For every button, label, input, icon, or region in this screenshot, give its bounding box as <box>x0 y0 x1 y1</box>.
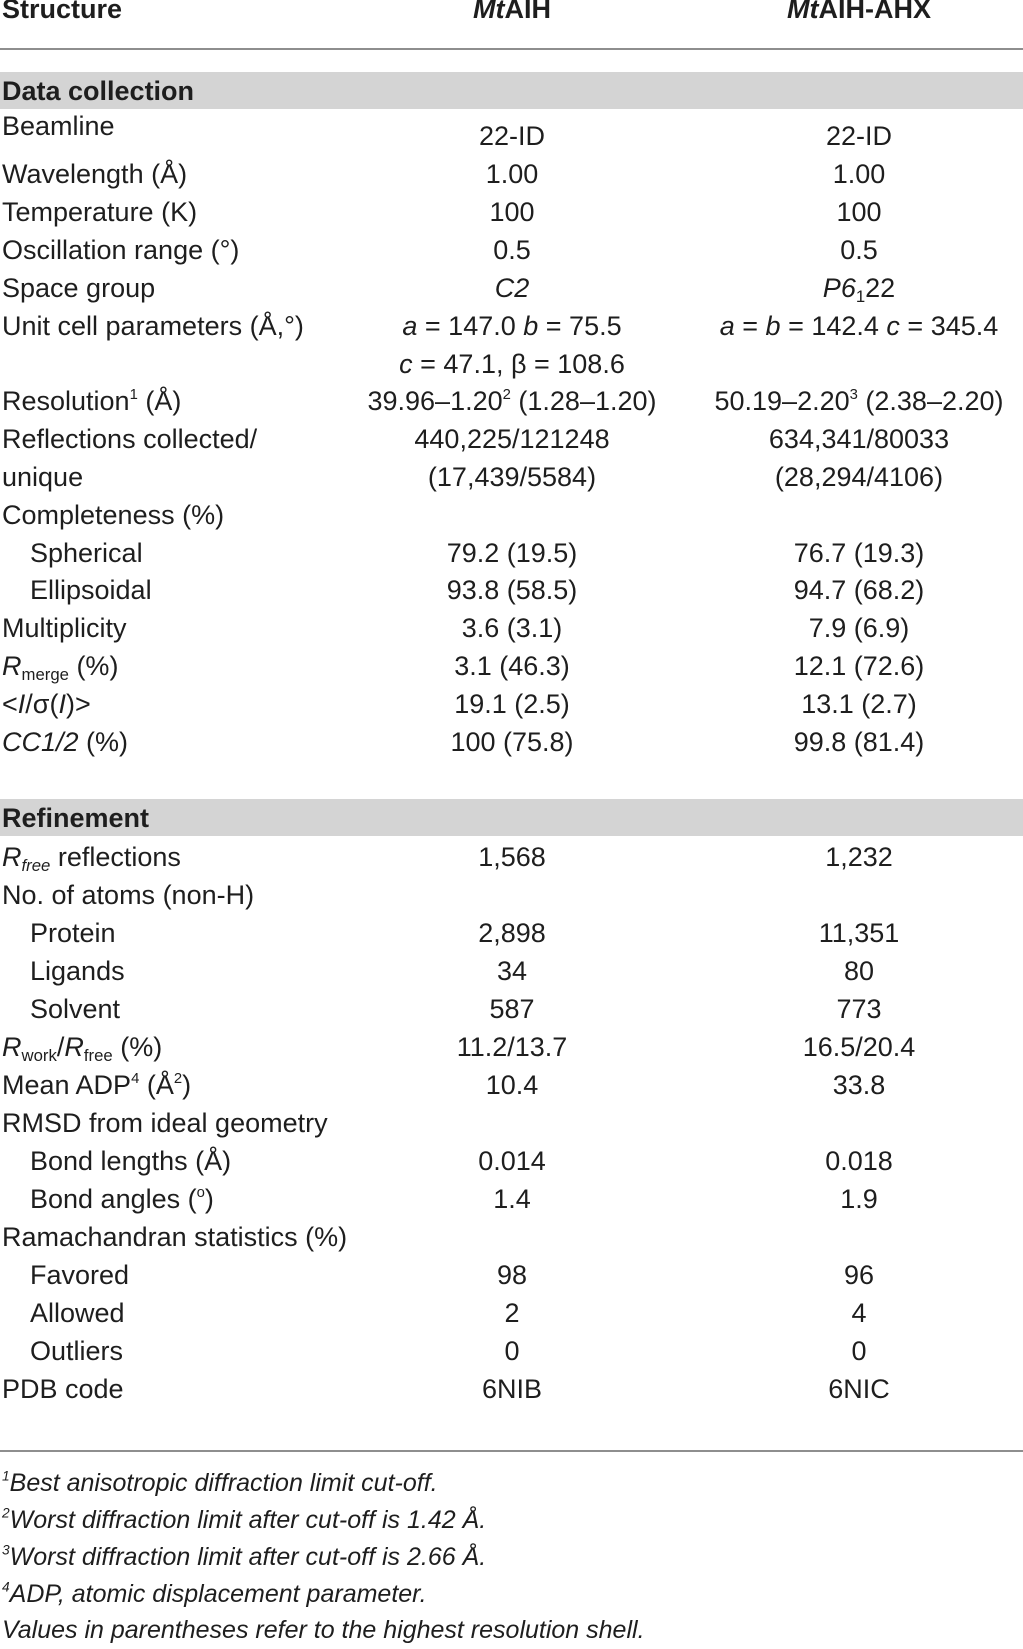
section-refinement <box>0 799 1023 836</box>
row-label-rmsd: RMSD from ideal geometry <box>2 1108 328 1138</box>
cell-reflections-mtaih-ahx-line1: 634,341/80033 <box>768 424 950 454</box>
cell-outliers-mtaih: 0 <box>504 1336 520 1366</box>
cell-allowed-mtaih: 2 <box>504 1298 520 1328</box>
row-label-num-atoms: No. of atoms (non-H) <box>2 880 255 910</box>
row-label-reflections-line2: unique <box>2 462 84 492</box>
cell-unit-cell-mtaih-line2: c = 47.1, β = 108.6 <box>399 349 625 379</box>
cell-favored-mtaih: 98 <box>496 1260 528 1290</box>
cell-spherical-mtaih: 79.2 (19.5) <box>446 538 578 568</box>
row-label-resolution: Resolution$^1$ (Å) <box>2 386 182 416</box>
cell-reflections-mtaih-line2: (17,439/5584) <box>427 462 597 492</box>
cell-multiplicity-mtaih: 3.6 (3.1) <box>461 613 563 643</box>
cell-space-group-mtaih: C2 <box>494 273 530 303</box>
cell-beamline-mtaih: 22-ID <box>478 121 546 151</box>
cell-i-sigma-mtaih-ahx: 13.1 (2.7) <box>801 689 917 719</box>
row-label-protein: Protein <box>30 918 116 948</box>
row-label-rwork-rfree: $R_{work}/R_{free}$ (%) <box>2 1032 163 1066</box>
cell-beamline-mtaih-ahx: 22-ID <box>825 121 893 151</box>
cell-outliers-mtaih-ahx: 0 <box>851 1336 867 1366</box>
cell-cc-half-mtaih-ahx: 99.8 (81.4) <box>793 727 925 757</box>
cell-favored-mtaih-ahx: 96 <box>843 1260 875 1290</box>
cell-pdb-mtaih: 6NIB <box>481 1374 543 1404</box>
row-label-rmerge: $R_{merge}$ (%) <box>2 651 119 685</box>
footnote-1: $^1$Best anisotropic diffraction limit cut-off. <box>2 1468 438 1497</box>
cell-oscillation-mtaih: 0.5 <box>493 235 531 265</box>
cell-ligands-mtaih-ahx: 80 <box>843 956 875 986</box>
row-label-reflections-line1: Reflections collected/ <box>2 424 258 454</box>
column-header-mtaih-ahx: MtAIH-AHX <box>787 0 931 24</box>
row-label-allowed: Allowed <box>30 1298 125 1328</box>
section-title: Refinement <box>2 803 150 833</box>
cell-ellipsoidal-mtaih: 93.8 (58.5) <box>446 575 578 605</box>
row-label-oscillation-range: Oscillation range (°) <box>2 235 240 265</box>
cell-space-group-mtaih-ahx: $P6_122$ <box>822 273 896 307</box>
cell-reflections-mtaih-ahx-line2: (28,294/4106) <box>774 462 944 492</box>
cell-wavelength-mtaih-ahx: 1.00 <box>832 159 886 189</box>
cell-solvent-mtaih-ahx: 773 <box>836 994 882 1024</box>
cell-rwork-rfree-mtaih-ahx: 16.5/20.4 <box>802 1032 916 1062</box>
section-title: Data collection <box>2 76 195 106</box>
cell-multiplicity-mtaih-ahx: 7.9 (6.9) <box>808 613 910 643</box>
row-label-pdb-code: PDB code <box>2 1374 124 1404</box>
cell-unit-cell-mtaih-line1: a = 147.0 b = 75.5 <box>402 311 622 341</box>
footnote-3: $^3$Worst diffraction limit after cut-off is 2.66 Å. <box>2 1542 487 1571</box>
cell-i-sigma-mtaih: 19.1 (2.5) <box>454 689 570 719</box>
footer-rule <box>0 1450 1023 1452</box>
cell-bond-angles-mtaih: 1.4 <box>493 1184 531 1214</box>
row-label-outliers: Outliers <box>30 1336 124 1366</box>
cell-rwork-rfree-mtaih: 11.2/13.7 <box>456 1032 568 1062</box>
cell-resolution-mtaih: 39.96–1.20$^2$ (1.28–1.20) <box>367 386 657 416</box>
cell-cc-half-mtaih: 100 (75.8) <box>450 727 574 757</box>
cell-wavelength-mtaih: 1.00 <box>485 159 539 189</box>
row-label-multiplicity: Multiplicity <box>2 613 127 643</box>
cell-spherical-mtaih-ahx: 76.7 (19.3) <box>793 538 925 568</box>
cell-temperature-mtaih-ahx: 100 <box>836 197 882 227</box>
cell-oscillation-mtaih-ahx: 0.5 <box>840 235 878 265</box>
cell-mean-adp-mtaih-ahx: 33.8 <box>832 1070 886 1100</box>
cell-ellipsoidal-mtaih-ahx: 94.7 (68.2) <box>793 575 925 605</box>
cell-allowed-mtaih-ahx: 4 <box>851 1298 867 1328</box>
cell-solvent-mtaih: 587 <box>489 994 535 1024</box>
row-label-temperature: Temperature (K) <box>2 197 198 227</box>
row-label-ramachandran: Ramachandran statistics (%) <box>2 1222 348 1252</box>
row-label-solvent: Solvent <box>30 994 121 1024</box>
cell-resolution-mtaih-ahx: 50.19–2.20$^3$ (2.38–2.20) <box>714 386 1004 416</box>
row-label-rfree-reflections: $R_{free}$ reflections <box>2 842 181 876</box>
footnote-5: Values in parentheses refer to the highest resolution shell. <box>2 1616 645 1644</box>
row-label-spherical: Spherical <box>30 538 143 568</box>
cell-bond-angles-mtaih-ahx: 1.9 <box>840 1184 878 1214</box>
row-label-i-over-sigma: <I/σ(I)> <box>2 689 91 719</box>
cell-temperature-mtaih: 100 <box>489 197 535 227</box>
row-label-completeness: Completeness (%) <box>2 500 225 530</box>
cell-rmerge-mtaih-ahx: 12.1 (72.6) <box>793 651 925 681</box>
cell-pdb-mtaih-ahx: 6NIC <box>828 1374 890 1404</box>
cell-reflections-mtaih-line1: 440,225/121248 <box>414 424 610 454</box>
row-label-cc-half: CC1/2 (%) <box>2 727 129 757</box>
row-label-mean-adp: Mean ADP$^4$ $(Å^2)$ <box>2 1070 192 1100</box>
row-label-ellipsoidal: Ellipsoidal <box>30 575 152 605</box>
cell-ligands-mtaih: 34 <box>496 956 528 986</box>
column-header-structure: Structure <box>2 0 123 24</box>
cell-bond-lengths-mtaih-ahx: 0.018 <box>825 1146 893 1176</box>
footnote-4: $^4$ADP, atomic displacement parameter. <box>2 1579 427 1608</box>
cell-protein-mtaih-ahx: 11,351 <box>818 918 900 948</box>
cell-rfree-reflections-mtaih: 1,568 <box>478 842 546 872</box>
row-label-beamline: Beamline <box>2 111 115 141</box>
cell-rmerge-mtaih: 3.1 (46.3) <box>454 651 570 681</box>
column-header-mtaih: MtAIH <box>473 0 551 24</box>
row-label-wavelength: Wavelength (Å) <box>2 159 188 189</box>
row-label-bond-lengths: Bond lengths (Å) <box>30 1146 232 1176</box>
cell-bond-lengths-mtaih: 0.014 <box>478 1146 546 1176</box>
row-label-unit-cell: Unit cell parameters (Å,°) <box>2 311 304 341</box>
row-label-bond-angles: Bond angles ($^o$) <box>30 1184 214 1214</box>
row-label-ligands: Ligands <box>30 956 125 986</box>
header-rule <box>0 48 1023 50</box>
cell-unit-cell-mtaih-ahx: a = b = 142.4 c = 345.4 <box>719 311 999 341</box>
section-data-collection <box>0 72 1023 109</box>
footnote-2: $^2$Worst diffraction limit after cut-off is 1.42 Å. <box>2 1505 487 1534</box>
cell-mean-adp-mtaih: 10.4 <box>485 1070 539 1100</box>
cell-rfree-reflections-mtaih-ahx: 1,232 <box>825 842 893 872</box>
row-label-favored: Favored <box>30 1260 130 1290</box>
row-label-space-group: Space group <box>2 273 156 303</box>
cell-protein-mtaih: 2,898 <box>478 918 546 948</box>
